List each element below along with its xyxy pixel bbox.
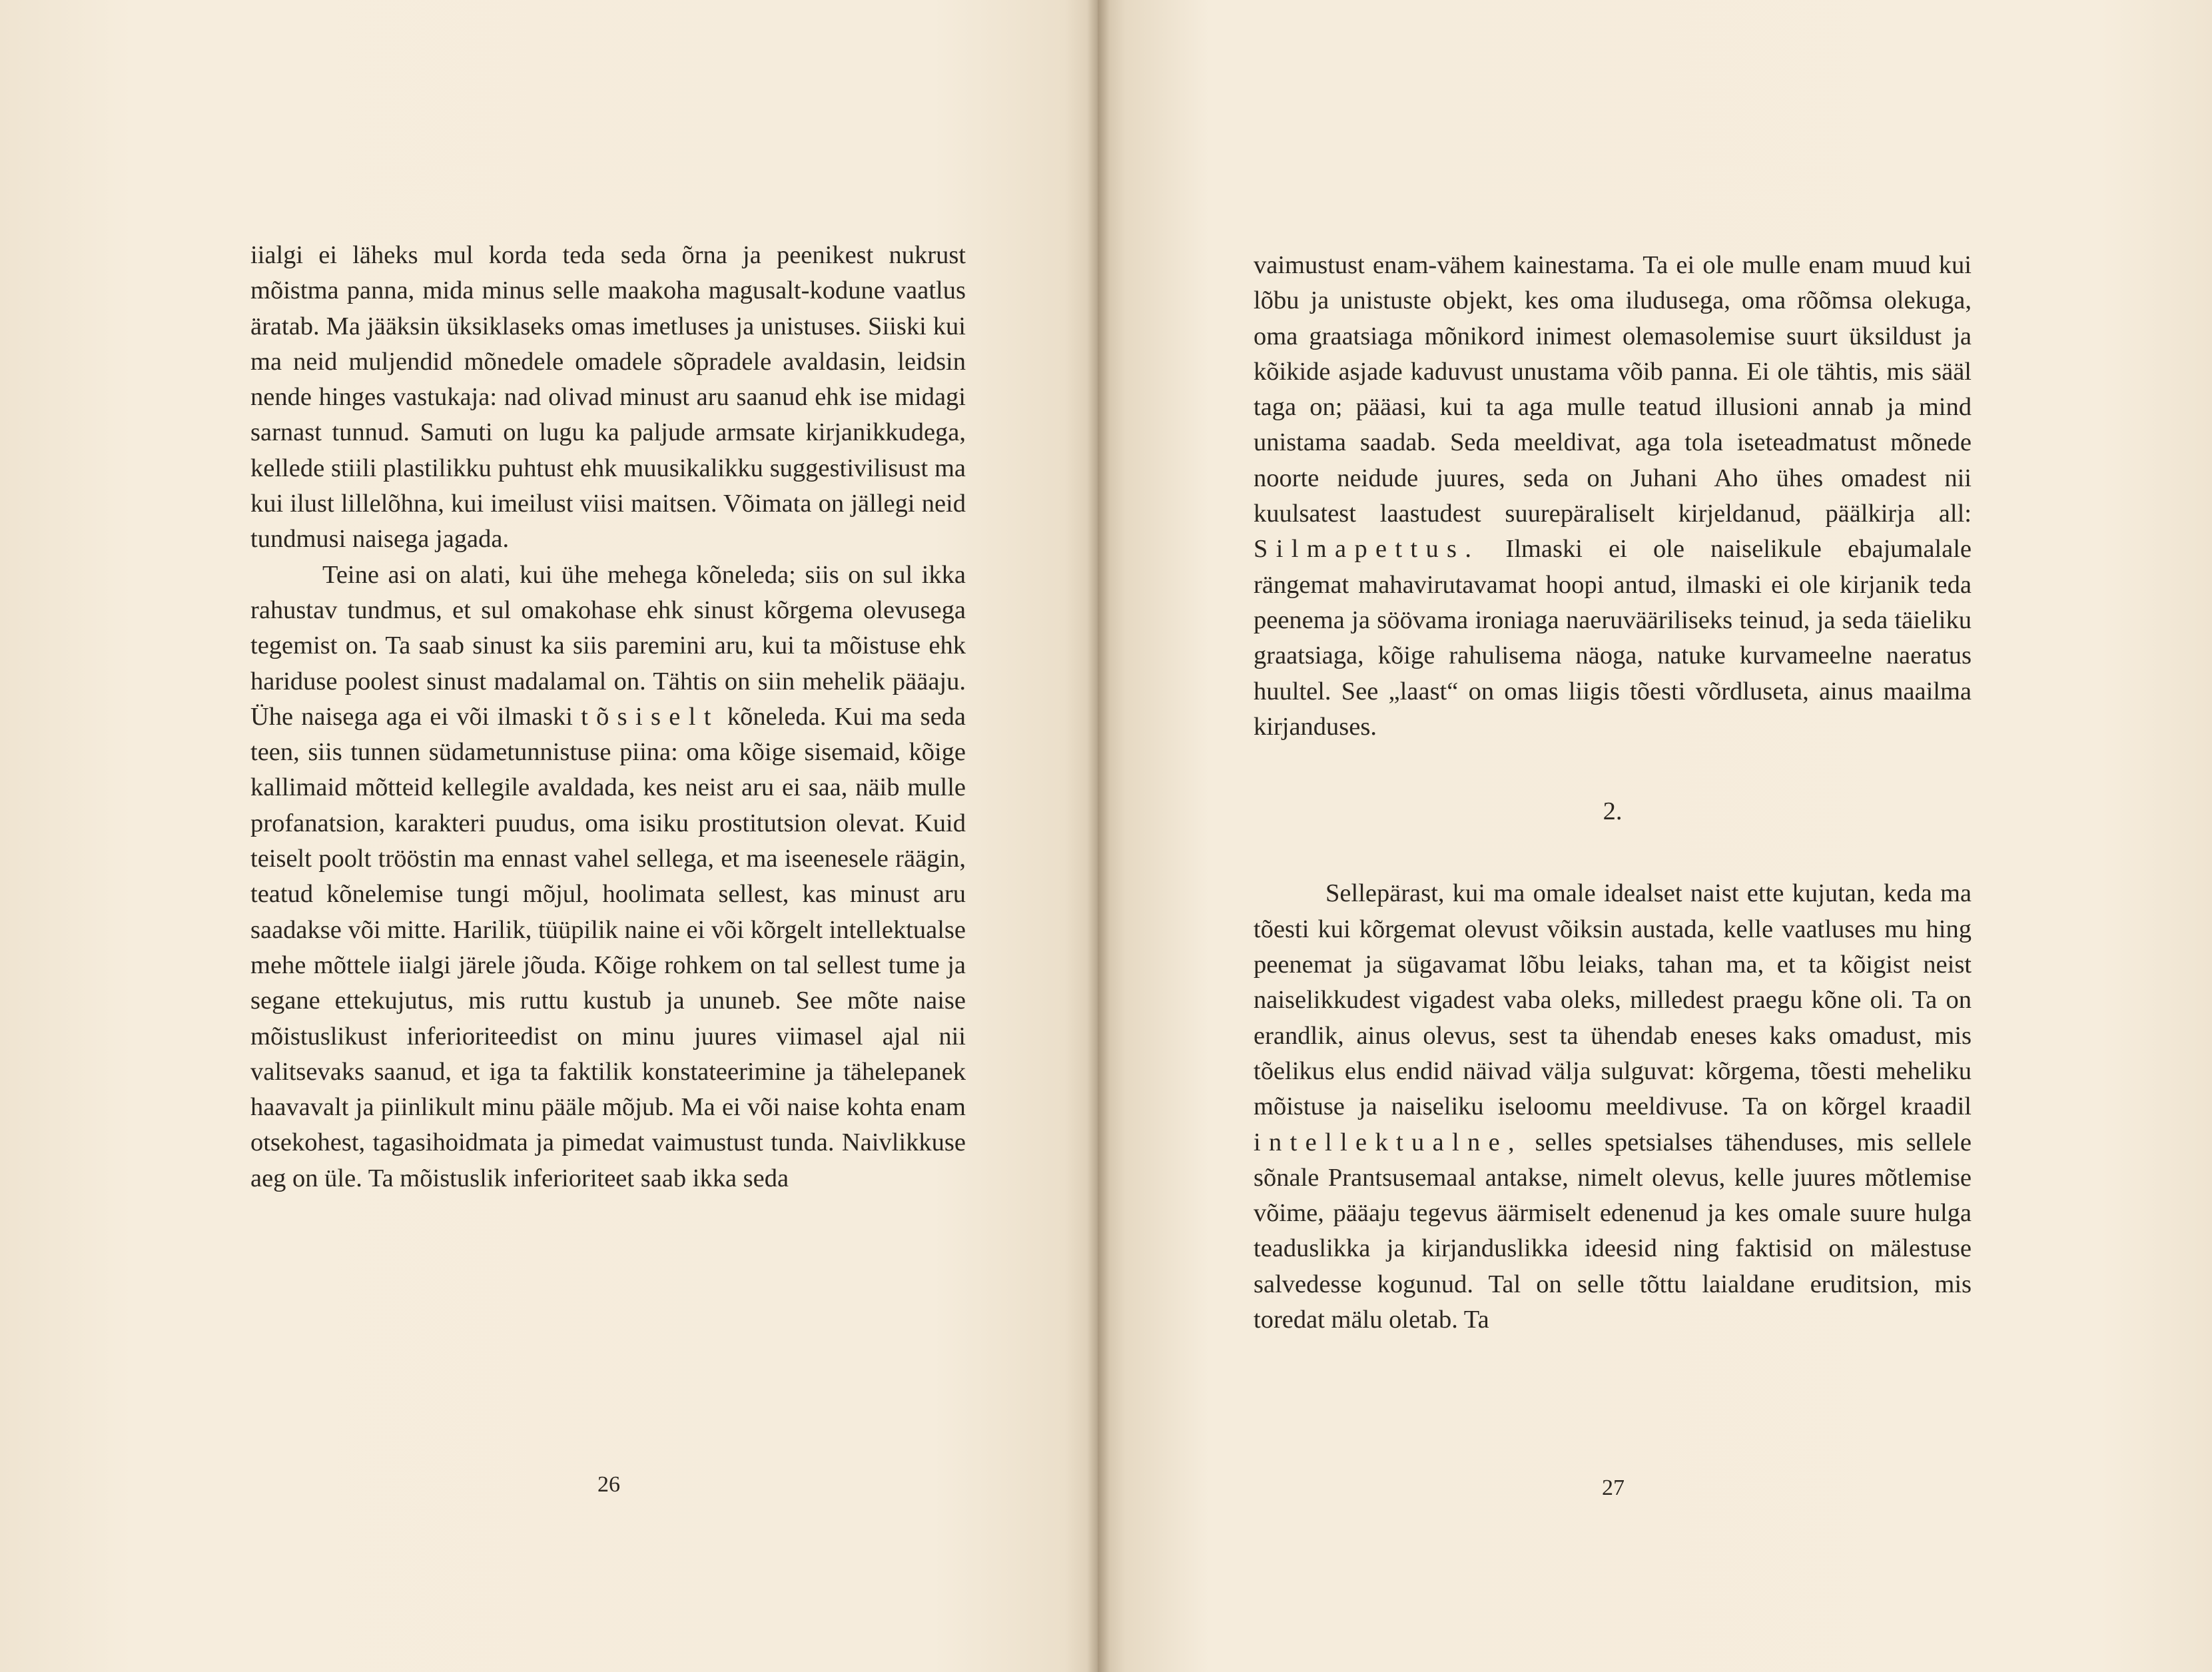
page-number-right: 27	[1602, 1475, 1625, 1500]
text-run: kõneleda. Kui ma seda teen, siis tunnen südametunnistuse piina: oma kõige sisemaid, kõige kallimaid mõtteid kellegile avaldada, kes neist aru ei saa, näib mulle profanatsion, karakteri puudus, oma isiku prostitutsion olevat. Kuid teiselt poolt trööstin ma ennast vahel sellega, et ma iseenesele räägin, teatud kõnelemise tungi mõjul, hoolimata sellest, kas minust aru saadakse või mitte. Harilik, tüüpilik naine ei või kõrgelt intellektualse mehe mõttele iialgi järele jõuda. Kõige rohkem on tal sellest tume ja segane ettekujutus, mis ruttu kustub ja ununeb. See mõte naise mõistuslikust inferioriteedist on minu juures viimasel ajal nii valitsevaks saanud, et iga ta faktilik konstateerimine ja tähelepanek haavavalt ja piinlikult minu pääle mõjub. Ma ei või naise kohta enam otsekohest, tagasihoidmata ja pimedat vaimustust tunda. Naivlikkuse aeg on üle. Ta mõistuslik inferioriteet saab ikka seda	[250, 702, 966, 1192]
section-heading: 2.	[1603, 797, 1623, 826]
text-run: selles spetsialses tähenduses, mis sellele sõnale Prantsusemaal antakse, nimelt olevus, kelle juures mõtlemise võime, pääaju tegevus äärmiselt edenenud ja kes omale suure hulga teaduslikka ja kirjanduslikka ideesid ning faktisid on mälestuse salvedesse kogunud. Tal on selle tõttu laialdane eruditsion, mis toredat mälu oletab. Ta	[1254, 1128, 1972, 1334]
right-page-text	[1254, 248, 1972, 1338]
paragraph	[250, 238, 966, 558]
emphasis-spaced-text: intellektualne,	[1254, 1128, 1523, 1156]
text-run: Ilmaski ei ole naiselikule ebajumalale rängemat mahavirutavamat hoopi antud, ilmaski ei ole kirjanik teda peenema ja söövama ironiaga naeruvääriliseks teinud, ja seda täieliku graatsiaga, kõige rahulisema näoga, natuke kurvameelne naeratus huultel. See „laast“ on omas liigis tõesti võrdluseta, ainus maailma kirjanduses.	[1254, 535, 1972, 741]
text-run: Teine asi on alati, kui ühe mehega kõneleda; siis on sul ikka rahustav tundmus, et sul omakohase ehk sinust kõrgema olevusega tegemist on. Ta saab sinust ka siis paremini aru, kui ta mõistuse ehk hariduse poolest sinust madalamal on. Tähtis on siin mehelik pääaju. Ühe naisega aga ei või ilmaski	[250, 560, 966, 731]
paragraph	[250, 558, 966, 1196]
page-number-left: 26	[597, 1472, 620, 1497]
text-run: iialgi ei läheks mul korda teda seda õrna ja peenikest nukrust mõistma panna, mida minus selle maakoha magusalt-kodune vaatlus äratab. Ma jääksin üksiklaseks omas imetluses ja unistuses. Siiski kui ma neid muljendid mõnedele omadele sõpradele avaldasin, leidsin nende hinges vastukaja: nad olivad minust aru saanud ehk ise midagi sarnast tunnud. Samuti on lugu ka paljude armsate kirjanikkudega, kellede stiili plastilikku puhtust ehk muusikalikku suggestivilisust ma kui ilust lillelõhna, kui imeilust viisi maitsen. Võimata on jällegi neid tundmusi naisega jagada.	[250, 241, 966, 554]
right-text-after-heading	[1254, 876, 1972, 1338]
paragraph	[1254, 248, 1972, 745]
book-gutter	[1087, 0, 1110, 1672]
text-run: vaimustust enam-vähem kainestama. Ta ei ole mulle enam muud kui lõbu ja unistuste objekt, kes oma iludusega, oma rõõmsa olekuga, oma graatsiaga mõnikord inimest olemasolemise suurt üksildust ja kõikide asjade kaduvust unustama võib panna. Ei ole tähtis, mis sääl taga on; pääasi, kui ta aga mulle teatud illusioni annab ja mind unistama saadab. Seda meeldivat, aga tola iseteadmatust mõnede noorte neidude juures, seda on Juhani Aho ühes omadest nii kuulsatest laastudest suurepäraliselt kirjeldanud, päälkirja all:	[1254, 251, 1972, 528]
emphasis-spaced-text: Silmapettus.	[1254, 535, 1480, 564]
emphasis-spaced-text: tõsiselt	[581, 702, 719, 731]
left-page-text	[250, 238, 966, 1196]
right-text-before-heading	[1254, 248, 1972, 745]
paragraph	[1254, 876, 1972, 1338]
text-run: Sellepärast, kui ma omale idealset naist ette kujutan, keda ma tõesti kui kõrgemat olevust võiksin austada, kelle vaatluses mu hing peenemat ja sügavamat lõbu leiaks, tahan ma, et ta kõigist neist naiselikkudest vigadest vaba oleks, milledest praegu kõne oli. Ta on erandlik, ainus olevus, sest ta ühendab eneses kaks omadust, mis tõelikus elus endid näivad välja sulguvat: kõrgema, tõesti meheliku mõistuse ja naiseliku iseloomu meeldivuse. Ta on kõrgel kraadil	[1254, 879, 1972, 1121]
